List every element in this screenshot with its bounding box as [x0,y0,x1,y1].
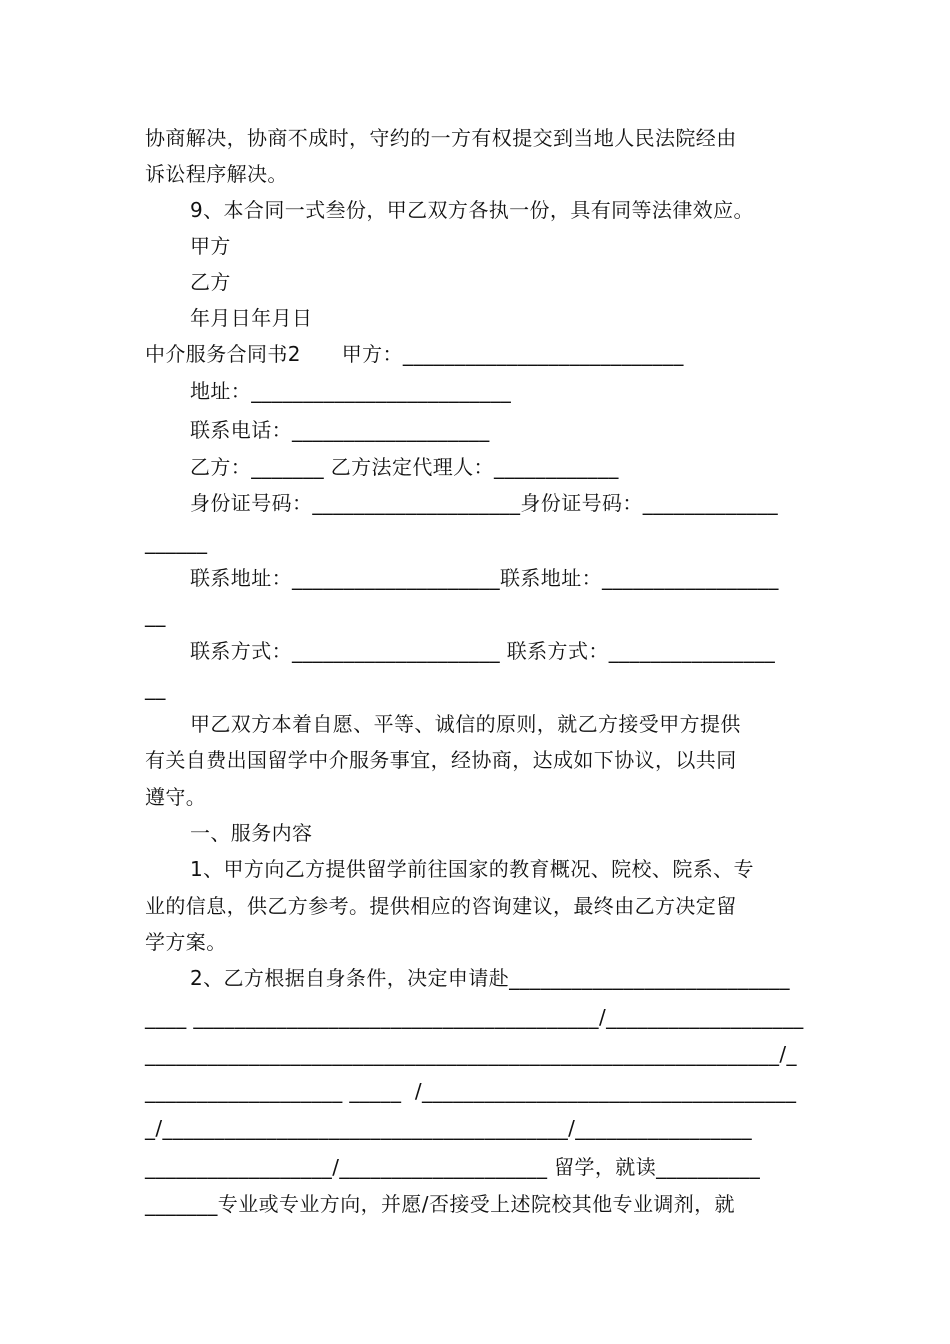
section-heading-services: 一、服务内容 [190,821,313,845]
clause-1-line: 1、甲方向乙方提供留学前往国家的教育概况、院校、院系、专 [190,857,754,881]
clause-2-blank-line: ___________________ _____ /____________________________________ [145,1079,797,1103]
contact-address-field: 联系地址：____________________联系地址：_________________ [190,566,779,590]
clause-1-line: 学方案。 [145,930,227,954]
clause-2-line: 2、乙方根据自身条件，决定申请赴___________________________ [190,966,790,990]
contact-address-field-cont: __ [145,603,166,627]
clause-1-line: 业的信息，供乙方参考。提供相应的咨询建议，最终由乙方决定留 [145,894,737,918]
clause-2-blank-line: _/_______________________________________/_________________ [145,1116,753,1140]
party-a-signature-label: 甲方 [190,234,231,258]
preamble-line: 遵守。 [145,785,207,809]
preamble-line: 有关自费出国留学中介服务事宜，经协商，达成如下协议，以共同 [145,748,737,772]
contact-method-field: 联系方式：____________________ 联系方式：________________ [190,639,776,663]
clause-9: 9、本合同一式叁份，甲乙双方各执一份，具有同等法律效应。 [190,198,754,222]
clause-2-blank-line: ____ _______________________________________/___________________ [145,1005,804,1029]
contract-2-title-line: 中介服务合同书2 甲方：___________________________ [145,342,684,366]
party-a-phone-field: 联系电话：___________________ [190,418,490,442]
body-line: 诉讼程序解决。 [145,162,288,186]
body-line: 协商解决，协商不成时，守约的一方有权提交到当地人民法院经由 [145,126,737,150]
clause-2-major-line: _______专业或专业方向，并愿/否接受上述院校其他专业调剂，就 [145,1192,735,1216]
preamble-line: 甲乙双方本着自愿、平等、诚信的原则，就乙方接受甲方提供 [190,712,741,736]
party-a-address-field: 地址：_________________________ [190,379,512,403]
contact-method-field-cont: __ [145,676,166,700]
id-number-field: 身份证号码：____________________身份证号码：_____________ [190,491,778,515]
clause-2-blank-line: _____________________________________________________________/_ [145,1042,797,1066]
clause-2-study-line: __________________/____________________ 留学，就读__________ [145,1155,761,1179]
signature-date: 年月日年月日 [190,306,313,330]
id-number-field-cont: ______ [145,530,208,554]
party-b-field: 乙方：_______ 乙方法定代理人：____________ [190,455,619,479]
party-b-signature-label: 乙方 [190,270,231,294]
